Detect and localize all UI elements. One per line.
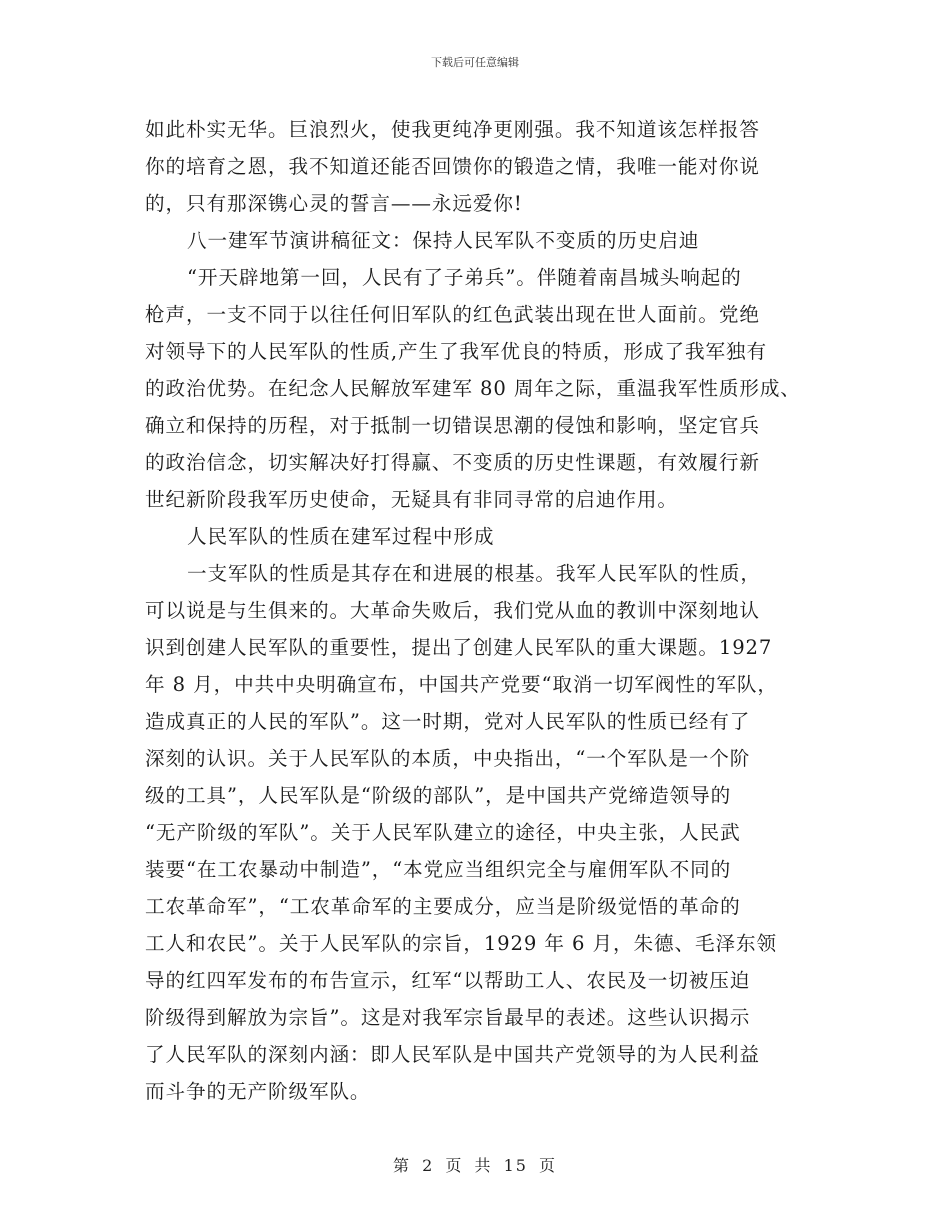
text-line: 的，只有那深镌心灵的誓言——永远爱你! (145, 192, 523, 215)
text-line: 确立和保持的历程，对于抵制一切错误思潮的侵蚀和影响，坚定官兵 (145, 414, 760, 437)
text-line: 年 8 月，中共中央明确宣布，中国共产党要“取消一切军阀性的军队， (145, 673, 778, 696)
page-footer (0, 1153, 950, 1176)
text-line: 你的培育之恩，我不知道还能否回馈你的锻造之情，我唯一能对你说 (145, 155, 760, 178)
text-line: 工人和农民”。关于人民军队的宗旨，1929 年 6 月，朱德、毛泽东领 (145, 932, 777, 955)
document-body (145, 111, 810, 1110)
text-line: 识到创建人民军队的重要性，提出了创建人民军队的重大课题。1927 (145, 636, 773, 659)
text-line: 造成真正的人民的军队”。这一时期，党对人民军队的性质已经有了 (145, 710, 751, 733)
text-line: 了人民军队的深刻内涵：即人民军队是中国共产党领导的为人民利益 (145, 1043, 760, 1066)
text-line: “无产阶级的军队”。关于人民军队建立的途径，中央主张，人民武 (145, 821, 741, 844)
footer-label-total: 共 (474, 1156, 493, 1175)
footer-label-total-unit: 页 (539, 1156, 558, 1175)
footer-current-page: 2 (422, 1156, 435, 1175)
footer-total-pages: 15 (503, 1156, 528, 1175)
text-line: 人民军队的性质在建军过程中形成 (187, 525, 495, 548)
text-line: 装要“在工农暴动中制造”，“本党应当组织完全与雇佣军队不同的 (145, 858, 732, 881)
text-line: 而斗争的无产阶级军队。 (145, 1080, 371, 1103)
text-line: 级的工具”，人民军队是“阶级的部队”，是中国共产党缔造领导的 (145, 784, 732, 807)
text-line: 深刻的认识。关于人民军队的本质，中央指出，“一个军队是一个阶 (145, 747, 751, 770)
text-line: 可以说是与生俱来的。大革命失败后，我们党从血的教训中深刻地认 (145, 599, 760, 622)
text-line: 枪声，一支不同于以往任何旧军队的红色武装出现在世人面前。党绝 (145, 303, 760, 326)
footer-label-page: 第 (392, 1156, 411, 1175)
text-line: 导的红四军发布的布告宣示，红军“以帮助工人、农民及一切被压迫 (145, 969, 751, 992)
text-line: 的政治优势。在纪念人民解放军建军 80 周年之际，重温我军性质形成、 (145, 377, 801, 400)
footer-label-page-unit: 页 (445, 1156, 464, 1175)
text-line: “开天辟地第一回，人民有了子弟兵”。伴随着南昌城头响起的 (187, 266, 742, 289)
text-line: 世纪新阶段我军历史使命，无疑具有非同寻常的启迪作用。 (145, 488, 678, 511)
text-line: 一支军队的性质是其存在和进展的根基。我军人民军队的性质， (187, 562, 761, 585)
text-line: 阶级得到解放为宗旨”。这是对我军宗旨最早的表述。这些认识揭示 (145, 1006, 751, 1029)
header-note: 下载后可任意编辑 (431, 56, 519, 69)
text-line: 如此朴实无华。巨浪烈火，使我更纯净更刚强。我不知道该怎样报答 (145, 118, 760, 141)
text-line: 对领导下的人民军队的性质,产生了我军优良的特质，形成了我军独有 (145, 340, 767, 363)
text-line: 工农革命军”，“工农革命军的主要成分，应当是阶级觉悟的革命的 (145, 895, 741, 918)
text-line: 的政治信念，切实解决好打得赢、不变质的历史性课题，有效履行新 (145, 451, 760, 474)
text-line: 八一建军节演讲稿征文：保持人民军队不变质的历史启迪 (187, 229, 700, 252)
